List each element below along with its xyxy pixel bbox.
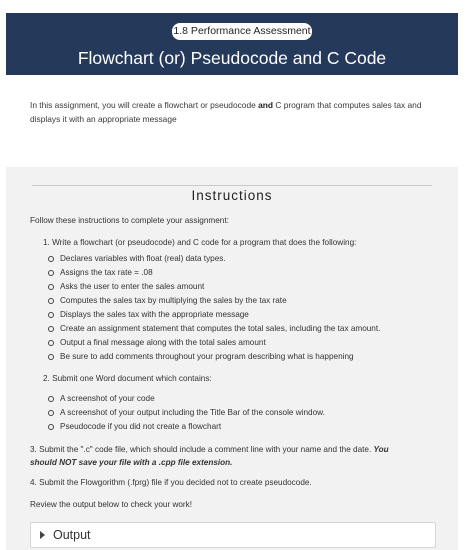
list-item: Asks the user to enter the sales amount bbox=[60, 282, 205, 291]
step-4: 4. Submit the Flowgorithm (.fprg) file if you decided not to create pseudocode. bbox=[30, 478, 312, 487]
assessment-badge: 1.8 Performance Assessment bbox=[171, 22, 313, 41]
divider bbox=[32, 185, 432, 186]
intro-paragraph bbox=[30, 98, 450, 126]
step-3 bbox=[30, 444, 389, 456]
bullet-icon bbox=[48, 270, 54, 276]
step-2: 2. Submit one Word document which contains: bbox=[43, 374, 212, 383]
instructions-lead: Follow these instructions to complete your assignment: bbox=[30, 216, 229, 225]
bullet-icon bbox=[48, 340, 54, 346]
instructions-panel bbox=[6, 167, 458, 550]
caret-right-icon bbox=[40, 531, 45, 539]
bullet-icon bbox=[48, 284, 54, 290]
list-item: A screenshot of your output including the Title Bar of the console window. bbox=[60, 408, 325, 417]
review-note: Review the output below to check your work! bbox=[30, 500, 193, 509]
output-toggle[interactable] bbox=[30, 522, 436, 548]
bullet-icon bbox=[48, 410, 54, 416]
bullet-icon bbox=[48, 396, 54, 402]
step-3-text: 3. Submit the ".c" code file, which should include a comment line with your name and the date. bbox=[30, 445, 372, 454]
bullet-icon bbox=[48, 298, 54, 304]
list-item: A screenshot of your code bbox=[60, 394, 155, 403]
intro-bold: and bbox=[258, 100, 273, 110]
list-item: Create an assignment statement that computes the total sales, including the tax amount. bbox=[60, 324, 381, 333]
instructions-heading: Instructions bbox=[191, 188, 273, 203]
bullet-icon bbox=[48, 312, 54, 318]
list-item: Pseudocode if you did not create a flowchart bbox=[60, 422, 222, 431]
header-banner bbox=[6, 13, 458, 75]
list-item: Displays the sales tax with the appropriate message bbox=[60, 310, 249, 319]
list-item: Declares variables with float (real) data types. bbox=[60, 254, 226, 263]
step-3-warning: should NOT save your file with a .cpp file extension. bbox=[30, 458, 233, 467]
bullet-icon bbox=[48, 326, 54, 332]
list-item: Output a final message along with the total sales amount bbox=[60, 338, 266, 347]
bullet-icon bbox=[48, 256, 54, 262]
bullet-icon bbox=[48, 354, 54, 360]
intro-text-2: C program that computes sales tax and displays it with an appropriate message bbox=[30, 100, 422, 124]
output-label: Output bbox=[53, 528, 91, 542]
step-3-emphasis: You bbox=[373, 445, 389, 454]
step-1: 1. Write a flowchart (or pseudocode) and C code for a program that does the following: bbox=[43, 238, 357, 247]
list-item: Computes the sales tax by multiplying the sales by the tax rate bbox=[60, 296, 287, 305]
bullet-icon bbox=[48, 424, 54, 430]
list-item: Assigns the tax rate = .08 bbox=[60, 268, 153, 277]
page-title: Flowchart (or) Pseudocode and C Code bbox=[77, 48, 387, 68]
intro-text-1: In this assignment, you will create a flowchart or pseudocode bbox=[30, 100, 259, 110]
list-item: Be sure to add comments throughout your program describing what is happening bbox=[60, 352, 354, 361]
